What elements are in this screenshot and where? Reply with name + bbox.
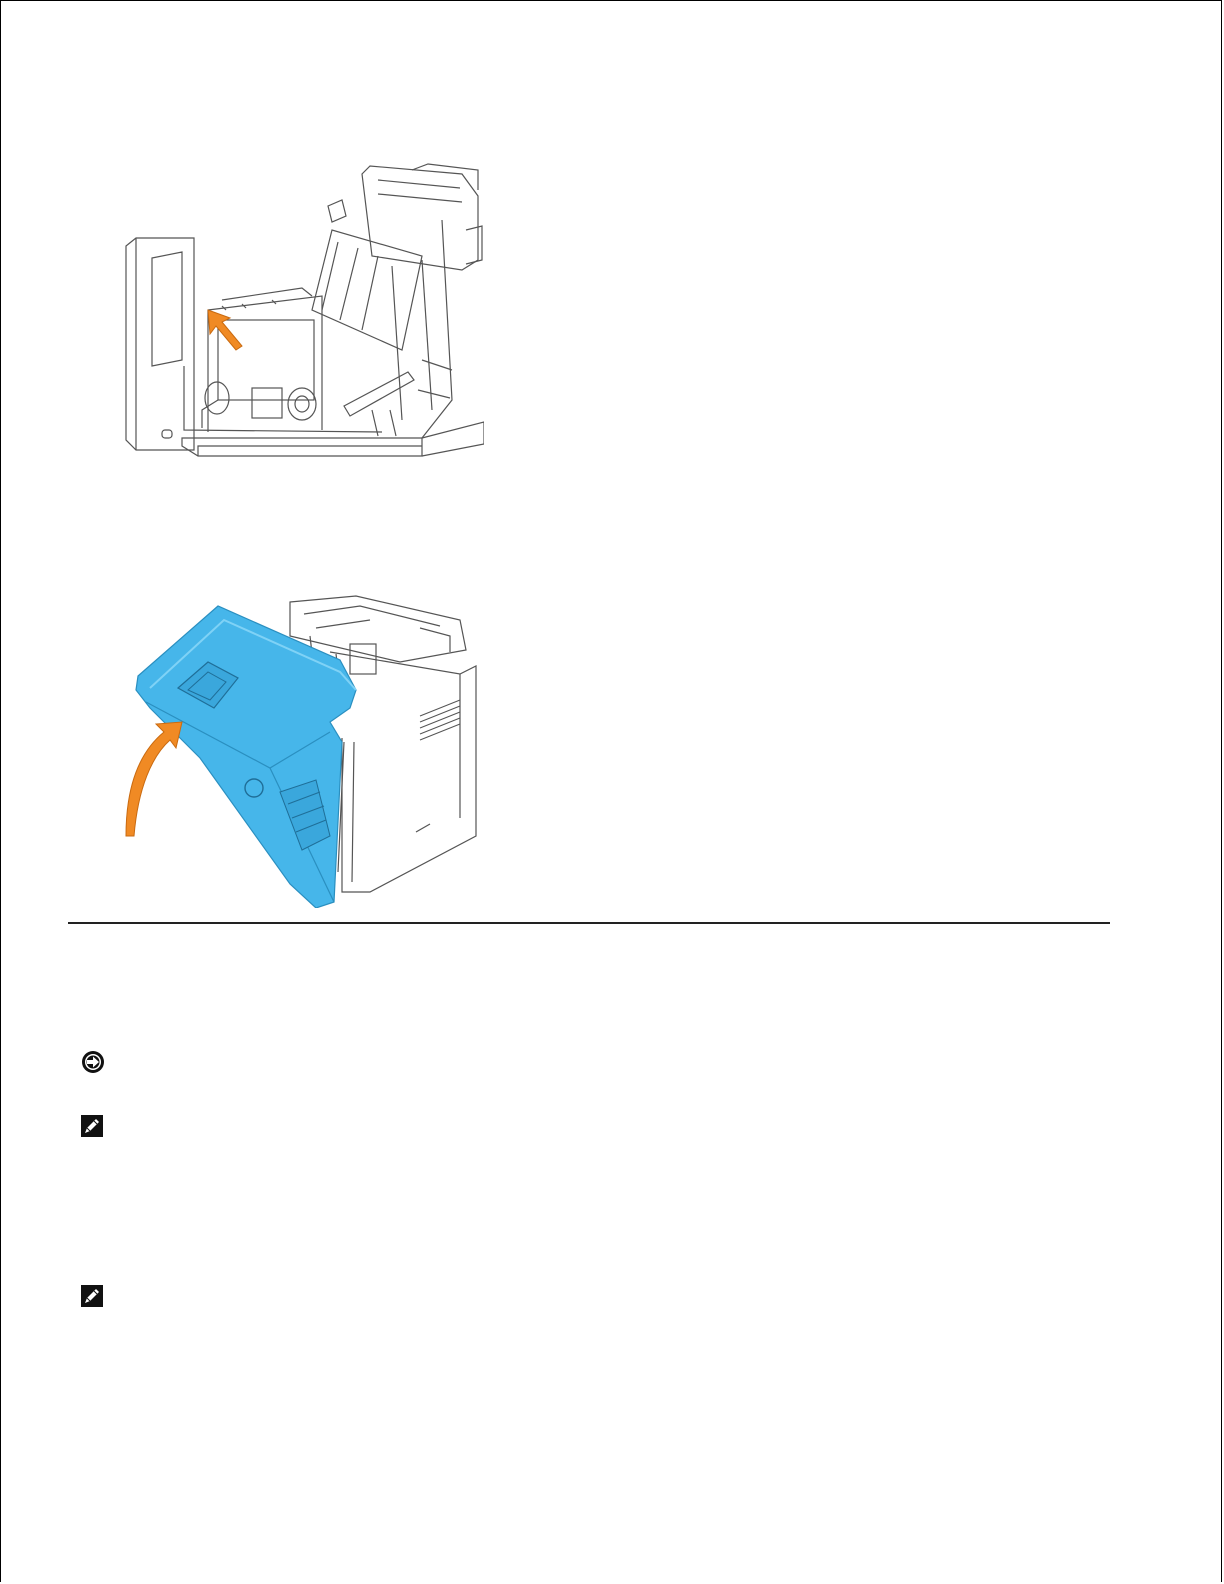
front-cover-shape <box>136 606 356 908</box>
note-pencil-icon <box>77 1111 107 1141</box>
section-divider <box>68 922 1110 924</box>
note-pencil-icon <box>77 1281 107 1311</box>
printer-open-illustration <box>122 160 484 460</box>
printer-cover-closing-illustration <box>120 592 484 908</box>
curved-arrow-icon <box>126 722 182 836</box>
notice-icon <box>78 1047 108 1077</box>
orange-arrow-icon <box>208 310 242 350</box>
